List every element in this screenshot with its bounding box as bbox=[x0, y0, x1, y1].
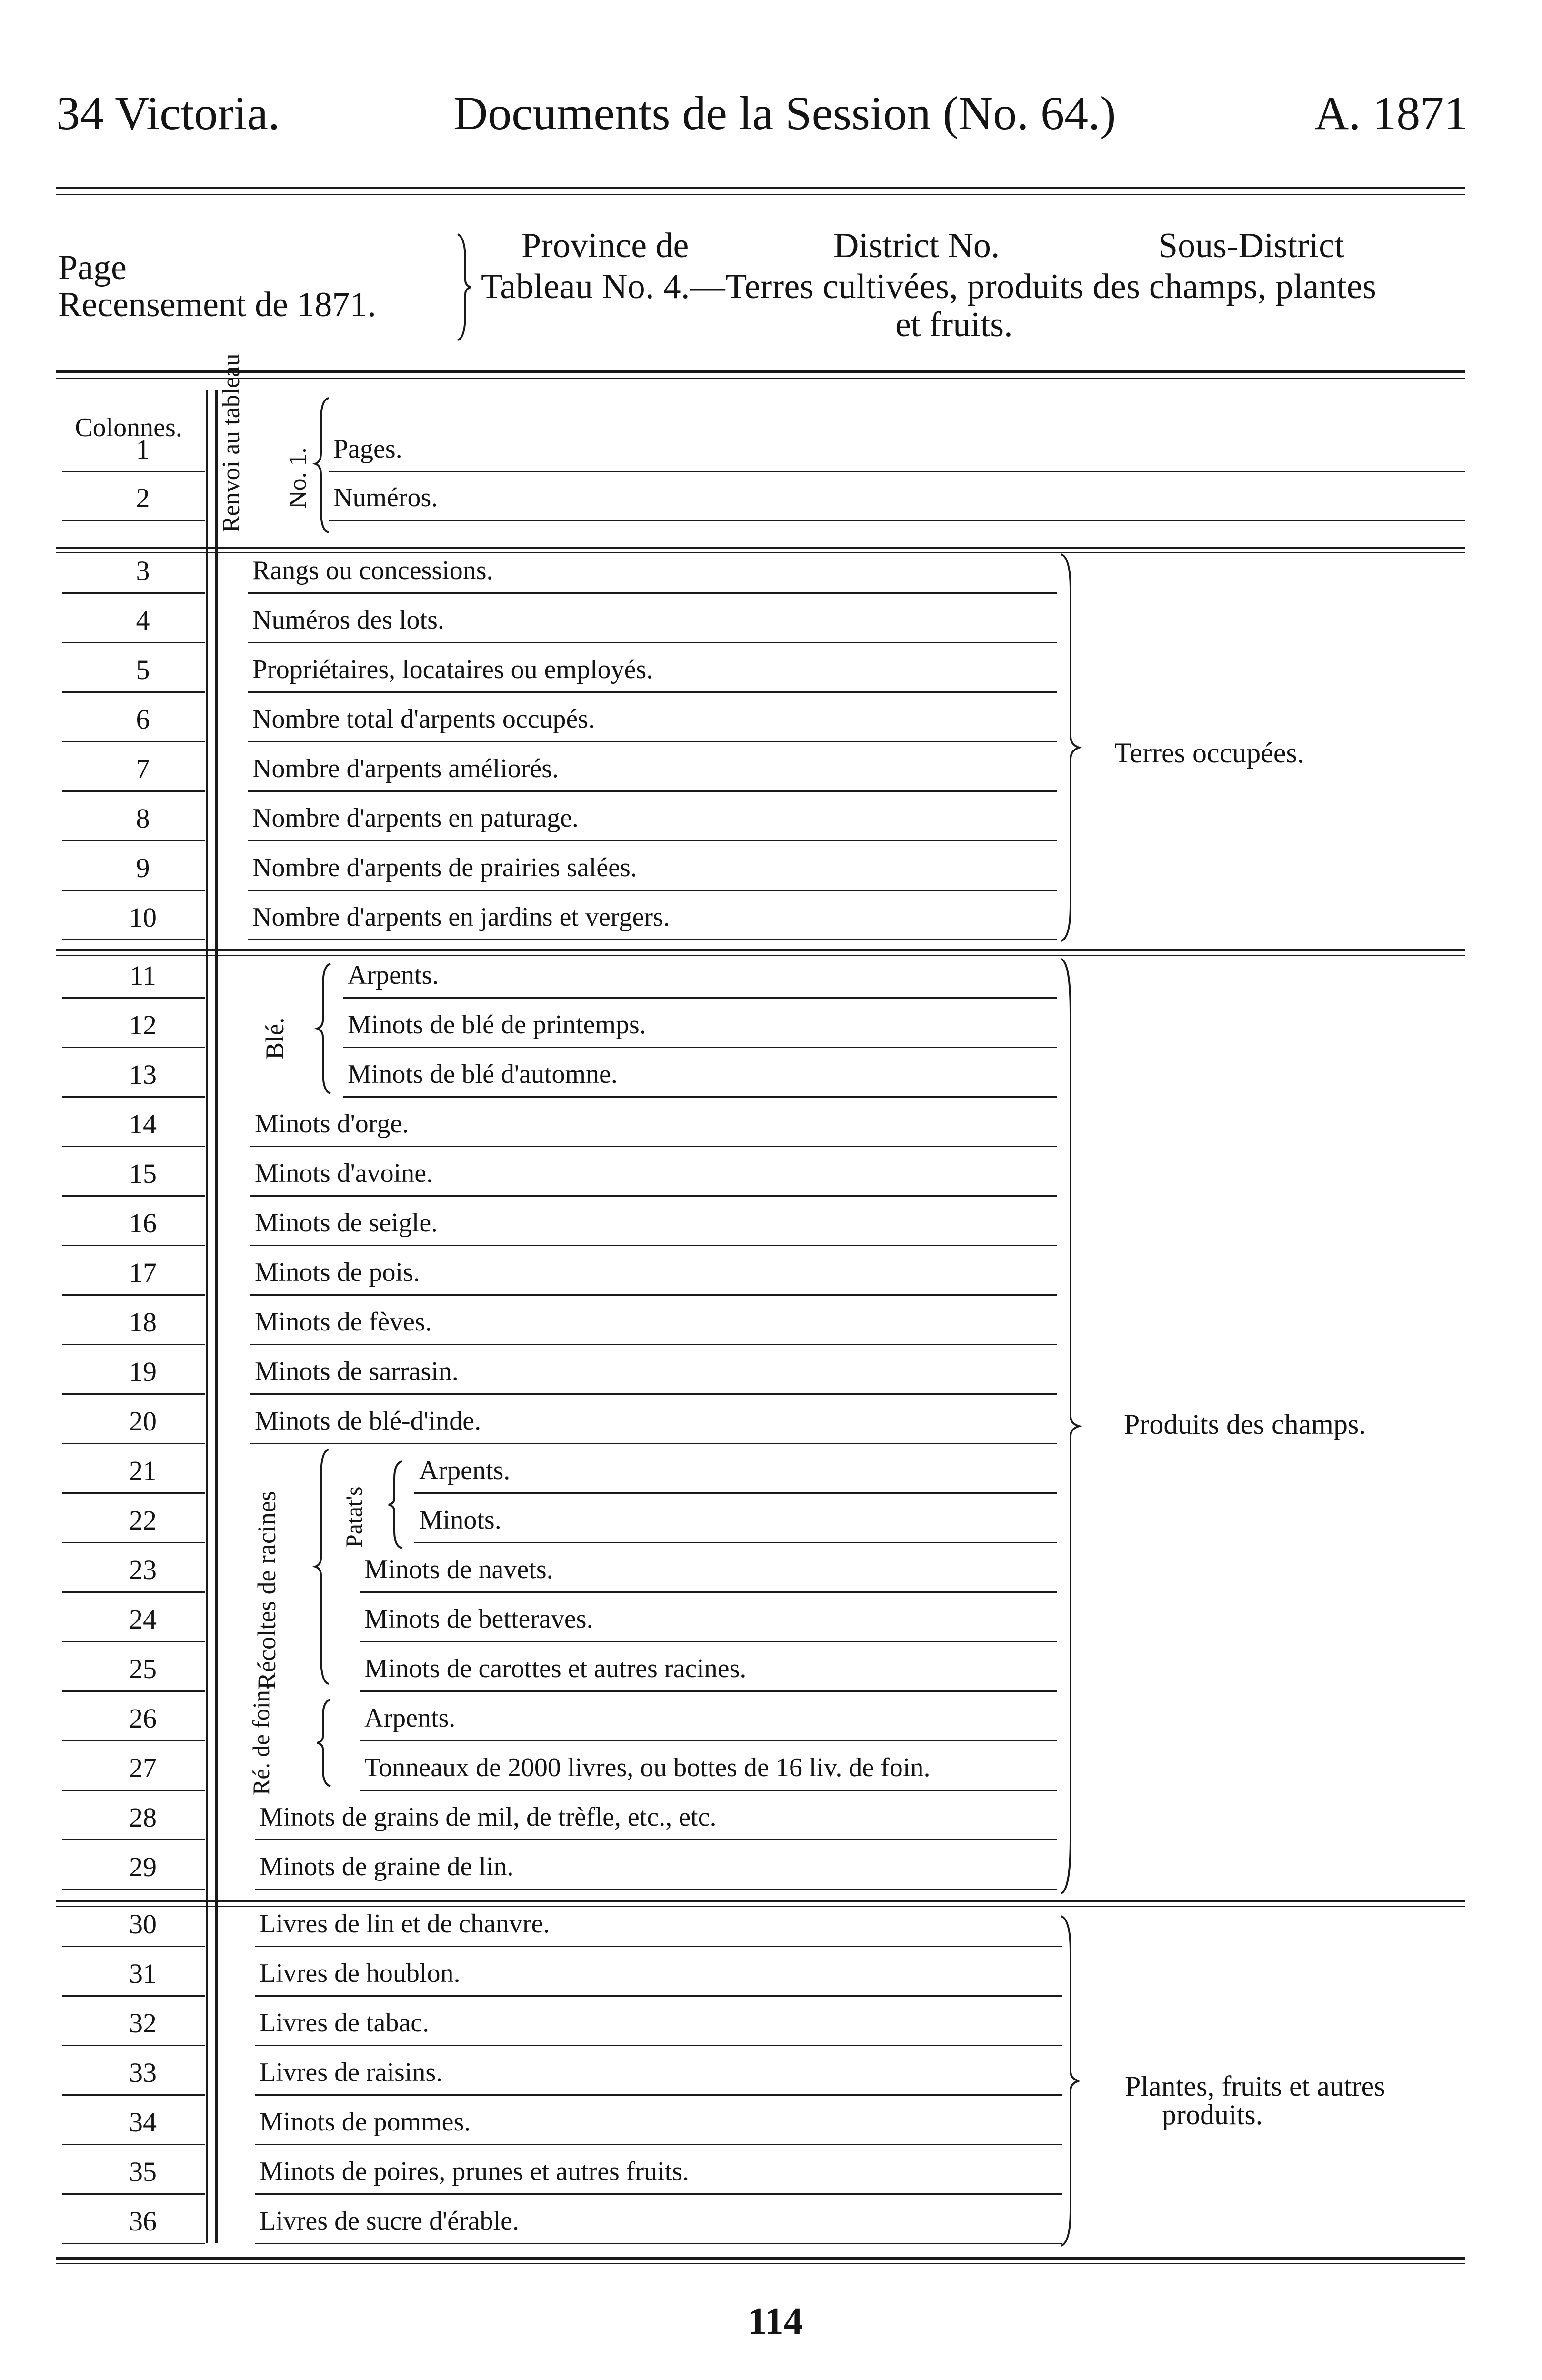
ble-label: Blé. bbox=[260, 1017, 289, 1060]
row-rule bbox=[62, 1690, 205, 1692]
column-number: 21 bbox=[129, 1455, 157, 1486]
column-number: 33 bbox=[129, 2057, 157, 2088]
row-label: Minots de blé-d'inde. bbox=[255, 1406, 481, 1436]
page-label: Page bbox=[58, 248, 127, 287]
row-rule bbox=[255, 1946, 1062, 1947]
column-number: 32 bbox=[129, 2008, 157, 2039]
row-label: Livres de tabac. bbox=[260, 2008, 430, 2038]
column-number: 3 bbox=[136, 555, 150, 586]
row-rule bbox=[62, 2045, 205, 2046]
column-number: 10 bbox=[129, 902, 157, 933]
table-bottom-rule bbox=[56, 2257, 1465, 2260]
tableau-title-cont: et fruits. bbox=[895, 305, 1013, 344]
row-label: Minots de pommes. bbox=[260, 2107, 471, 2137]
row-rule bbox=[62, 890, 205, 891]
section-rule bbox=[56, 955, 1465, 956]
row-rule bbox=[62, 1443, 205, 1444]
column-number: 23 bbox=[129, 1554, 157, 1585]
column-number: 19 bbox=[129, 1356, 157, 1387]
row-rule bbox=[62, 790, 205, 792]
column-number: 16 bbox=[129, 1208, 157, 1239]
column-number: 6 bbox=[136, 704, 150, 735]
row-rule bbox=[62, 1294, 205, 1296]
column-number: 13 bbox=[129, 1059, 157, 1090]
census-label: Recensement de 1871. bbox=[58, 285, 376, 324]
row-rule bbox=[255, 2193, 1062, 2195]
row-label: Propriétaires, locataires ou employés. bbox=[252, 655, 653, 684]
row-rule bbox=[248, 691, 1057, 693]
row-label: Minots de grains de mil, de trèfle, etc., etc. bbox=[260, 1802, 717, 1832]
row-rule bbox=[62, 1591, 205, 1593]
column-number: 7 bbox=[136, 753, 150, 784]
row-label: Livres de raisins. bbox=[260, 2058, 443, 2087]
row-rule bbox=[360, 1690, 1057, 1692]
row-label: Minots de fèves. bbox=[255, 1307, 432, 1337]
column-number: 26 bbox=[129, 1703, 157, 1734]
row-rule bbox=[329, 471, 1465, 472]
row-rule bbox=[414, 1542, 1057, 1543]
renvoi-label: Renvoi au tableau bbox=[218, 353, 245, 532]
row-label: Minots d'avoine. bbox=[255, 1159, 433, 1188]
section-rule bbox=[56, 949, 1465, 951]
recoltes-brace bbox=[312, 1448, 331, 1686]
column-number: 11 bbox=[130, 960, 156, 991]
province-label: Province de bbox=[521, 226, 689, 265]
column-number: 20 bbox=[129, 1406, 157, 1437]
row-rule bbox=[255, 1889, 1057, 1890]
column-number: 31 bbox=[129, 1958, 157, 1989]
patates-label: Patat's bbox=[340, 1486, 367, 1548]
row-rule bbox=[62, 1995, 205, 1997]
row-label: Arpents. bbox=[419, 1456, 511, 1485]
row-rule bbox=[248, 592, 1057, 594]
district-label: District No. bbox=[833, 226, 1000, 265]
row-label: Minots de poires, prunes et autres fruits. bbox=[260, 2157, 690, 2186]
column-number: 8 bbox=[136, 803, 150, 834]
table-bottom-rule-thin bbox=[56, 2263, 1465, 2264]
row-rule bbox=[250, 1146, 1057, 1147]
row-rule bbox=[248, 741, 1057, 742]
row-rule bbox=[62, 1195, 205, 1197]
row-label: Minots d'orge. bbox=[255, 1109, 409, 1139]
row-rule bbox=[250, 1393, 1057, 1395]
row-label: Nombre d'arpents améliorés. bbox=[252, 754, 559, 783]
ble-brace bbox=[314, 962, 333, 1095]
row-label: Minots de navets. bbox=[364, 1555, 553, 1584]
column-number: 5 bbox=[136, 654, 150, 685]
row-rule bbox=[62, 1790, 205, 1791]
row-rule bbox=[255, 2094, 1062, 2096]
row-rule bbox=[360, 1591, 1057, 1593]
column-number: 12 bbox=[129, 1010, 157, 1040]
foin-label: Ré. de foin. bbox=[248, 1684, 274, 1795]
row-label: Minots de blé de printemps. bbox=[348, 1010, 646, 1040]
row-rule bbox=[248, 790, 1057, 792]
row-rule bbox=[248, 840, 1057, 841]
row-rule bbox=[62, 1146, 205, 1147]
row-rule bbox=[62, 1542, 205, 1543]
row-rule bbox=[62, 2144, 205, 2145]
row-rule bbox=[255, 2144, 1062, 2145]
row-rule bbox=[360, 1790, 1057, 1791]
patates-brace bbox=[386, 1460, 405, 1550]
row-label: Minots de seigle. bbox=[255, 1208, 438, 1238]
row-label: Numéros. bbox=[333, 483, 438, 512]
column-number: 29 bbox=[129, 1851, 157, 1882]
column-number: 4 bbox=[136, 605, 150, 636]
row-rule bbox=[62, 1096, 205, 1098]
row-rule bbox=[360, 1641, 1057, 1642]
row-rule bbox=[62, 2243, 205, 2244]
row-rule bbox=[62, 1344, 205, 1345]
row-label: Nombre d'arpents en paturage. bbox=[252, 803, 579, 833]
row-rule bbox=[250, 1344, 1057, 1345]
row-rule bbox=[62, 939, 205, 940]
section-rule bbox=[56, 1906, 1465, 1907]
row-rule bbox=[360, 1740, 1057, 1741]
column-number: 9 bbox=[136, 852, 150, 883]
row-rule bbox=[62, 1839, 205, 1840]
row-rule bbox=[248, 939, 1057, 940]
row-label: Numéros des lots. bbox=[252, 605, 444, 635]
row-label: Arpents. bbox=[364, 1703, 456, 1733]
row-rule bbox=[255, 1995, 1062, 1997]
column-number: 34 bbox=[129, 2107, 157, 2138]
row-label: Minots de blé d'automne. bbox=[348, 1060, 618, 1089]
column-number: 28 bbox=[129, 1802, 157, 1833]
row-rule bbox=[62, 741, 205, 742]
row-label: Minots. bbox=[419, 1505, 501, 1535]
header-title: Documents de la Session (No. 64.) bbox=[453, 87, 1116, 140]
row-rule bbox=[343, 1096, 1057, 1098]
row-rule bbox=[62, 1245, 205, 1246]
row-label: Livres de sucre d'érable. bbox=[260, 2206, 519, 2236]
row-rule bbox=[62, 1641, 205, 1642]
tableau-title: Tableau No. 4.—Terres cultivées, produits des champs, plantes bbox=[481, 267, 1377, 306]
row-rule bbox=[343, 997, 1057, 999]
columns-header: Colonnes. bbox=[75, 413, 182, 442]
row-rule bbox=[250, 1443, 1057, 1444]
column-number: 14 bbox=[129, 1109, 157, 1140]
section-rule bbox=[56, 552, 1465, 553]
row-label: Tonneaux de 2000 livres, ou bottes de 16 liv. de foin. bbox=[364, 1753, 931, 1782]
column-number: 27 bbox=[129, 1752, 157, 1783]
section-rule bbox=[56, 1900, 1465, 1902]
row-label: Minots de sarrasin. bbox=[255, 1357, 459, 1386]
column-number: 17 bbox=[129, 1257, 157, 1288]
row-rule bbox=[255, 2243, 1062, 2244]
row-rule bbox=[62, 471, 205, 472]
header-year: A. 1871 bbox=[1314, 87, 1468, 140]
column-number: 18 bbox=[129, 1307, 157, 1338]
column-number: 2 bbox=[136, 482, 150, 513]
page-number: 114 bbox=[748, 2300, 803, 2342]
group-plantes-fruits-cont: produits. bbox=[1162, 2099, 1263, 2130]
row-rule bbox=[62, 997, 205, 999]
column-number: 24 bbox=[129, 1604, 157, 1635]
column-number: 30 bbox=[129, 1909, 157, 1940]
row-rule bbox=[62, 1047, 205, 1048]
terres-brace bbox=[1058, 552, 1082, 943]
column-number: 36 bbox=[129, 2206, 157, 2237]
row-label: Nombre total d'arpents occupés. bbox=[252, 704, 595, 734]
row-label: Arpents. bbox=[348, 960, 439, 990]
row-label: Livres de lin et de chanvre. bbox=[260, 1909, 550, 1939]
row-rule bbox=[62, 1740, 205, 1741]
row-rule bbox=[62, 642, 205, 643]
recoltes-label: Récoltes de racines bbox=[252, 1491, 281, 1690]
row-label: Nombre d'arpents en jardins et vergers. bbox=[252, 902, 670, 932]
column-divider bbox=[215, 390, 218, 2243]
row-rule bbox=[62, 691, 205, 693]
header-volume: 34 Victoria. bbox=[56, 87, 280, 140]
plantes-brace bbox=[1058, 1914, 1082, 2248]
row-rule bbox=[329, 520, 1465, 521]
row-rule bbox=[248, 642, 1057, 643]
row-rule bbox=[343, 1047, 1057, 1048]
row-rule bbox=[62, 2094, 205, 2096]
section-rule bbox=[56, 547, 1465, 549]
row-label: Nombre d'arpents de prairies salées. bbox=[252, 853, 637, 882]
produits-brace bbox=[1058, 957, 1082, 1895]
row-rule bbox=[250, 1245, 1057, 1246]
group-produits-des-champs: Produits des champs. bbox=[1124, 1409, 1366, 1440]
column-number: 1 bbox=[136, 434, 150, 465]
row-rule bbox=[255, 2045, 1062, 2046]
row-rule bbox=[250, 1294, 1057, 1296]
column-number: 25 bbox=[129, 1653, 157, 1684]
column-number: 15 bbox=[129, 1158, 157, 1189]
row-label: Minots de graine de lin. bbox=[260, 1852, 514, 1881]
row-rule bbox=[62, 1889, 205, 1890]
row-rule bbox=[62, 592, 205, 594]
row-rule bbox=[255, 1839, 1057, 1840]
row-label: Minots de pois. bbox=[255, 1258, 420, 1287]
row-rule bbox=[250, 1195, 1057, 1197]
row-rule bbox=[62, 520, 205, 521]
row-rule bbox=[248, 890, 1057, 891]
renvoi-number: No. 1. bbox=[284, 447, 311, 509]
row-rule bbox=[62, 840, 205, 841]
row-rule bbox=[62, 2193, 205, 2195]
renvoi-brace bbox=[312, 396, 331, 534]
row-rule bbox=[414, 1492, 1057, 1494]
column-number: 22 bbox=[129, 1505, 157, 1536]
row-rule bbox=[62, 1492, 205, 1494]
row-label: Minots de betteraves. bbox=[364, 1604, 593, 1634]
row-label: Pages. bbox=[333, 434, 402, 464]
row-label: Livres de houblon. bbox=[260, 1959, 461, 1988]
column-number: 35 bbox=[129, 2156, 157, 2187]
foin-brace bbox=[314, 1698, 333, 1788]
group-terres-occupees: Terres occupées. bbox=[1114, 737, 1304, 769]
group-plantes-fruits: Plantes, fruits et autres bbox=[1125, 2070, 1385, 2102]
row-rule bbox=[62, 1946, 205, 1947]
sous-district-label: Sous-District bbox=[1158, 226, 1344, 265]
row-label: Minots de carottes et autres racines. bbox=[364, 1654, 747, 1683]
row-label: Rangs ou concessions. bbox=[252, 556, 493, 585]
row-rule bbox=[62, 1393, 205, 1395]
